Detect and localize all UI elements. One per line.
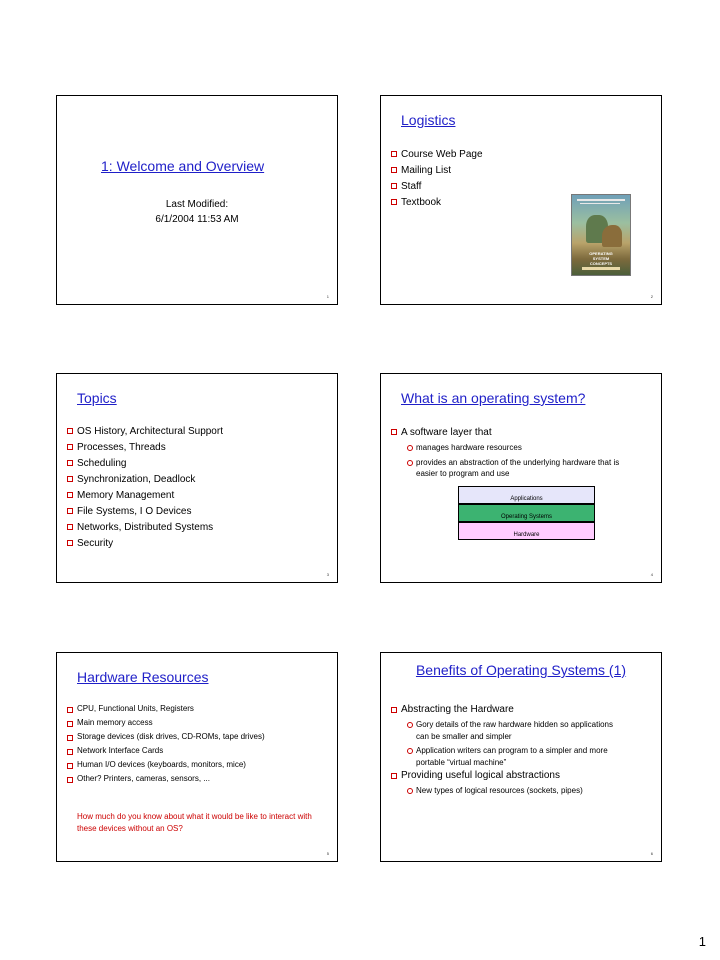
list-item: Scheduling (67, 456, 223, 472)
bullet-list (67, 424, 223, 552)
bullet-list (391, 425, 492, 441)
list-item: New types of logical resources (sockets, pipes) (407, 785, 637, 797)
sub-bullet-list (407, 785, 637, 797)
slide-title: What is an operating system? (401, 390, 586, 406)
bullet-list (67, 703, 317, 784)
list-item: Memory Management (67, 488, 223, 504)
bullet-list (391, 147, 483, 211)
list-item: OS History, Architectural Support (67, 424, 223, 440)
book-cover-line: CONCEPTS (589, 261, 613, 266)
slide-4 (380, 373, 662, 583)
list-item: Providing useful logical abstractions (391, 769, 651, 783)
list-item: Networks, Distributed Systems (67, 520, 223, 536)
slide-2 (380, 95, 662, 305)
bullet-list (391, 769, 651, 783)
list-item: A software layer that (391, 425, 492, 441)
slide-1 (56, 95, 338, 305)
slide-number: 4 (650, 572, 653, 577)
list-item: File Systems, I O Devices (67, 504, 223, 520)
slide-number: 2 (650, 294, 653, 299)
slide-title: Hardware Resources (77, 669, 209, 685)
os-layer-diagram (458, 486, 595, 540)
question-note: How much do you know about what it would be like to interact with these devices without an OS? (77, 812, 312, 833)
textbook-cover-image (571, 194, 631, 276)
slide-number: 3 (326, 572, 329, 577)
book-cover-line: SYSTEM (592, 256, 610, 261)
bullet-list (391, 703, 651, 717)
last-modified-date: 6/1/2004 11:53 AM (155, 214, 239, 225)
slide-title: Topics (77, 390, 117, 406)
list-item: Storage devices (disk drives, CD-ROMs, tape drives) (67, 731, 277, 742)
list-item: Mailing List (391, 163, 483, 179)
slide-6 (380, 652, 662, 862)
list-item: Network Interface Cards (67, 745, 317, 756)
list-item: Abstracting the Hardware (391, 703, 651, 717)
list-item: Gory details of the raw hardware hidden so applications can be smaller and simpler (407, 719, 617, 743)
slide-3 (56, 373, 338, 583)
page-number: 1 (698, 934, 706, 949)
last-modified-label: Last Modified: (165, 199, 229, 210)
sub-bullet-list (407, 719, 617, 769)
list-item: Application writers can program to a simpler and more portable “virtual machine” (407, 745, 617, 769)
list-item: manages hardware resources (407, 442, 643, 453)
slide-number: 5 (326, 851, 329, 856)
operating-systems-layer: Operating Systems (458, 504, 595, 522)
list-item: Human I/O devices (keyboards, monitors, mice) (67, 759, 317, 770)
list-item: Main memory access (67, 717, 317, 728)
list-item: Textbook (391, 195, 483, 211)
slide-number: 6 (650, 851, 653, 856)
list-item: Course Web Page (391, 147, 483, 163)
slide-5 (56, 652, 338, 862)
applications-layer: Applications (458, 486, 595, 504)
list-item: Synchronization, Deadlock (67, 472, 223, 488)
slide-title: 1: Welcome and Overview (101, 158, 265, 174)
slide-title: Benefits of Operating Systems (1) (415, 662, 627, 678)
book-cover-line: OPERATING (589, 251, 613, 256)
slide-title: Logistics (401, 112, 456, 128)
slide-number: 1 (326, 294, 329, 299)
list-item: provides an abstraction of the underlying hardware that is easier to program and use (407, 457, 643, 479)
list-item: CPU, Functional Units, Registers (67, 703, 317, 714)
list-item: Processes, Threads (67, 440, 223, 456)
list-item: Staff (391, 179, 483, 195)
list-item: Security (67, 536, 223, 552)
list-item: Other? Printers, cameras, sensors, ... (67, 773, 317, 784)
hardware-layer: Hardware (458, 522, 595, 540)
sub-bullet-list (407, 442, 643, 479)
